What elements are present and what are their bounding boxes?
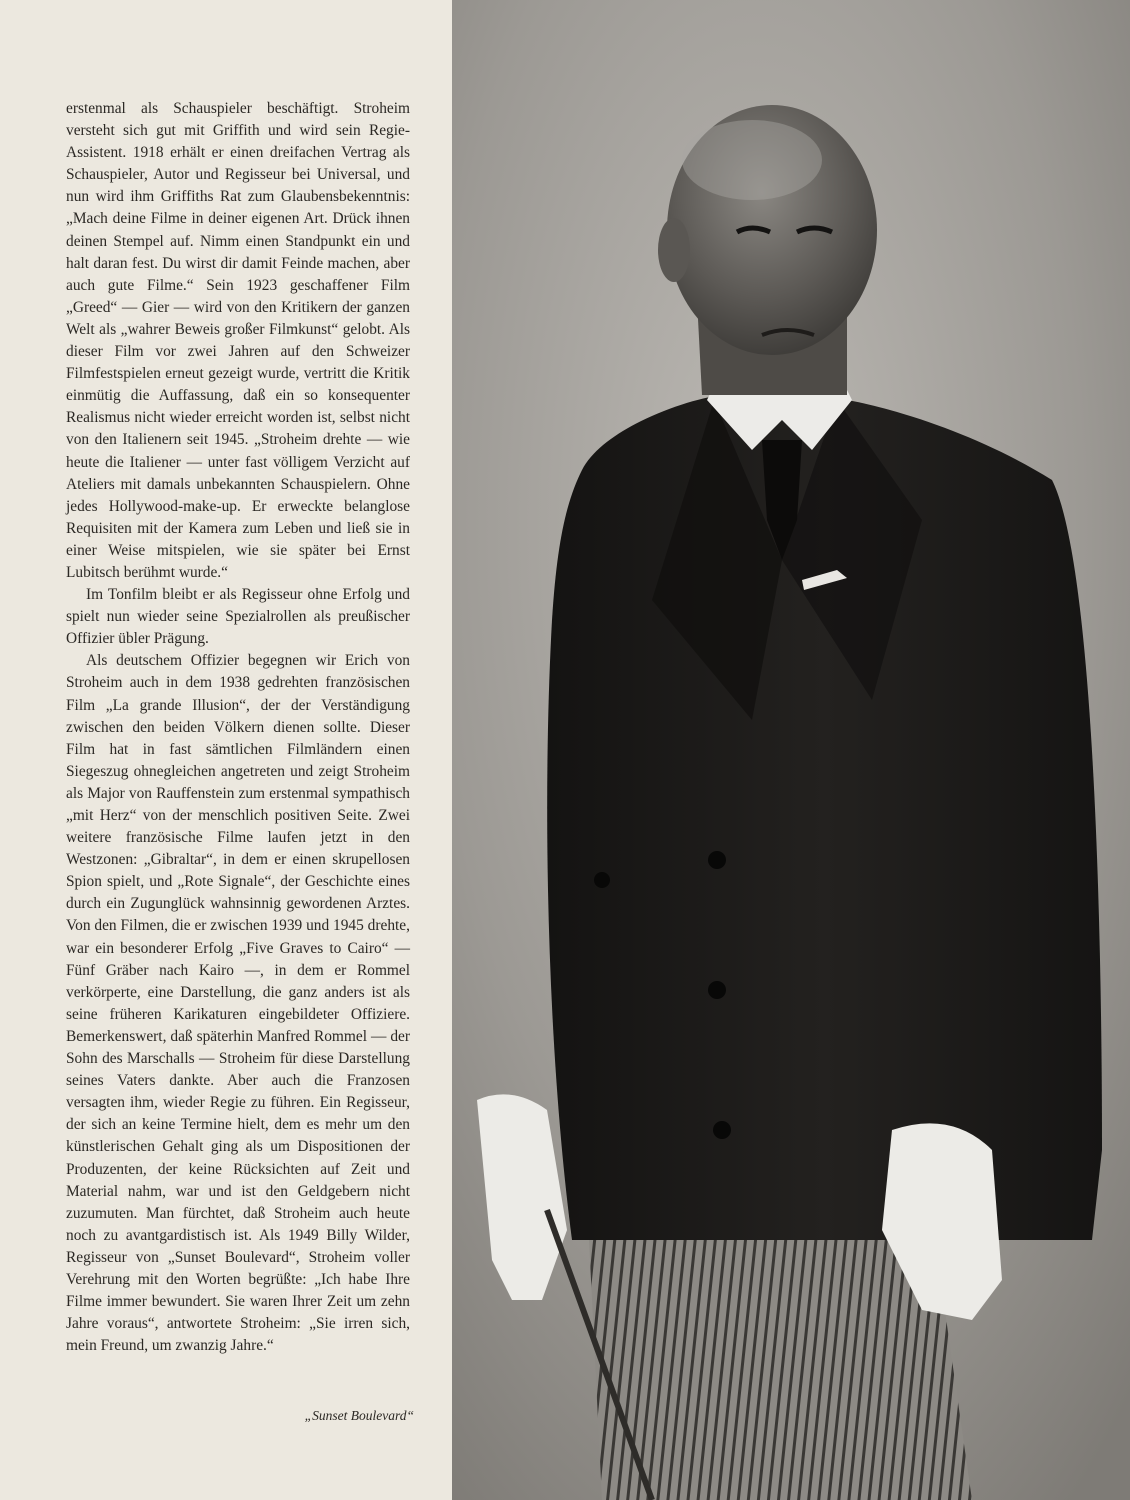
article-paragraph: erstenmal als Schauspieler beschäftigt. Stroheim versteht sich gut mit Griffith und wird sein Regie-Assistent. 1918 erhält er einen dreifachen Vertrag als Schauspieler, Autor und Regisseur bei Universal, und nun wird ihm Griffiths Rat zum Glaubensbekenntnis: „Mach deine Filme in deiner eigenen Art. Drück ihnen deinen Stempel auf. Nimm einen Standpunkt ein und halt daran fest. Du wirst dir damit Feinde machen, aber auch gute Filme.“ Sein 1923 geschaffener Film „Greed“ — Gier — wird von den Kritikern der ganzen Welt als „wahrer Beweis großer Filmkunst“ gelobt. Als dieser Film vor zwei Jahren auf den Schweizer Filmfestspielen erneut gezeigt wurde, vertritt die Kritik einmütig die Auffassung, daß ein so konsequenter Realismus nicht wieder erreicht worden ist, selbst nicht von den Italienern seit 1945. „Stroheim drehte — wie heute die Italiener — unter fast völligem Verzicht auf Ateliers mit damals unbekannten Schauspielern. Ohne jedes Hollywood-make-up. Er erweckte belanglose Requisiten mit der Kamera zum Leben und ließ sie in einer Weise mitspielen, wie sie später bei Ernst Lubitsch berühmt wurde.“ bbox=[66, 100, 410, 581]
jacket-button bbox=[708, 981, 726, 999]
jacket-button bbox=[594, 872, 610, 888]
article-text-column bbox=[66, 98, 410, 1357]
jacket-button bbox=[713, 1121, 731, 1139]
jacket-button bbox=[708, 851, 726, 869]
article-paragraph: Als deutschem Offizier begegnen wir Erich von Stroheim auch in dem 1938 gedrehten französischen Film „La grande Illusion“, der der Verständigung zwischen den beiden Völkern dienen sollte. Dieser Film hat in fast sämtlichen Filmländern einen Siegeszug ohnegleichen angetreten und zeigt Stroheim als Major von Rauffenstein zum erstenmal sympathisch „mit Herz“ von der menschlich positiven Seite. Zwei weitere französische Filme laufen jetzt in den Westzonen: „Gibraltar“, in dem er einen skrupellosen Spion spielt, und „Rote Signale“, der Geschichte eines durch ein Zugunglück wahnsinnig gewordenen Arztes. Von den Filmen, die er zwischen 1939 und 1945 drehte, war ein besonderer Erfolg „Five Graves to Cairo“ — Fünf Gräber nach Kairo —, in dem er Rommel verkörperte, eine Darstellung, die ganz anders ist als seine früheren Karikaturen eingebildeter Offiziere. Bemerkenswert, daß späterhin Manfred Rommel — der Sohn des Marschalls — Stroheim für diese Darstellung seines Vaters dankte. Aber auch die Franzosen versagten ihm, wieder Regie zu führen. Ein Regisseur, der sich an keine Termine hielt, dem es mehr um den künstlerischen Gehalt ging als um Dispositionen der Produzenten, der keine Rücksichten auf Zeit und Material nahm, war und ist den Geldgebern nicht zuzumuten. Man fürchtet, daß Stroheim auch heute noch zu avantgardistisch ist. Als 1949 Billy Wilder, Regisseur von „Sunset Boulevard“, Stroheim voller Verehrung mit den Worten begrüßte: „Ich habe Ihre Filme immer bewundert. Sie waren Ihrer Zeit um zehn Jahre voraus“, antwortete Stroheim: „Sie irren sich, mein Freund, um zwanzig Jahre.“ bbox=[66, 652, 410, 1355]
article-paragraph: Im Tonfilm bleibt er als Regisseur ohne Erfolg und spielt nun wieder seine Spezialrollen als preußischer Offizier übler Prägung. bbox=[66, 586, 410, 648]
portrait-illustration bbox=[452, 0, 1130, 1500]
portrait-photo bbox=[452, 0, 1130, 1500]
photo-caption: „Sunset Boulevard“ bbox=[304, 1408, 414, 1423]
